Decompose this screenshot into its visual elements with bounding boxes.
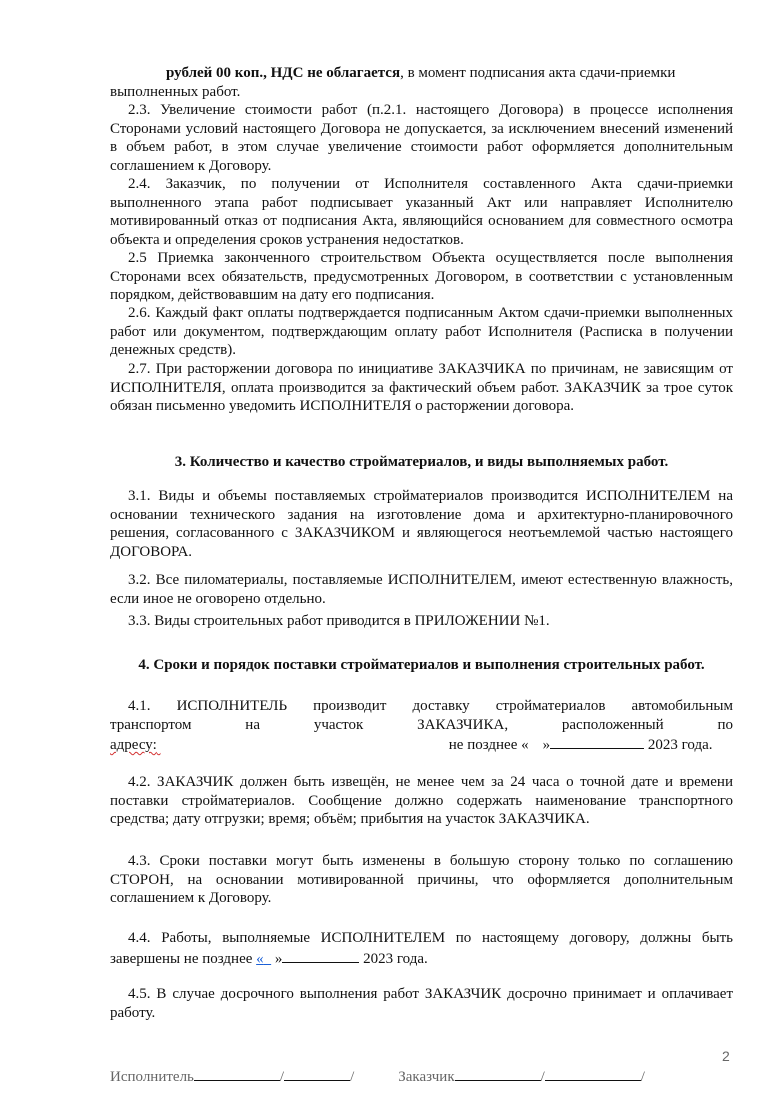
paragraph-3-1: 3.1. Виды и объемы поставляемых стройматериалов производится ИСПОЛНИТЕЛЕМ на основании технического задания на изготовление дома и архитектурно-планировочного решения, согласованного с ЗАКАЗЧИКОМ и являющегося неотъемлемой частью настоящего ДОГОВОРА. (110, 488, 733, 560)
executor-label: Исполнитель (110, 1069, 194, 1085)
section-3-heading: 3. Количество и качество стройматериалов, и виды выполняемых работ. (174, 454, 669, 470)
paragraph-4-3: 4.3. Сроки поставки могут быть изменены в большую сторону только по соглашению СТОРОН, на основании мотивированной причины, что оформляется дополнительным соглашением к Договору. (110, 853, 733, 907)
paragraph-4-1 (110, 697, 733, 755)
paragraph-3-2: 3.2. Все пиломатериалы, поставляемые ИСПОЛНИТЕЛЕМ, имеют естественную влажность, если иное не оговорено отдельно. (110, 572, 733, 607)
completion-deadline-label: завершены не позднее (110, 950, 253, 967)
executor-signature-field[interactable] (194, 1066, 280, 1081)
paragraph-4-4-line1: 4.4. Работы, выполняемые ИСПОЛНИТЕЛЕМ по настоящему договору, должны быть (128, 930, 733, 946)
quote-close: » (542, 737, 551, 754)
completion-day-field[interactable]: « (256, 950, 264, 967)
slash: / (279, 1069, 285, 1085)
executor-name-field[interactable] (284, 1066, 350, 1081)
paragraph-2-3: 2.3. Увеличение стоимости работ (п.2.1. настоящего Договора) в процессе исполнения Сторонами условий настоящего Договора не допускается, за исключением внесений изменений в объем работ, в этом случае увеличение стоимости работ оформляется дополнительным соглашением к Договору. (110, 102, 733, 174)
paragraph-4-4 (110, 929, 733, 968)
paragraph-2-4: 2.4. Заказчик, по получении от Исполнителя составленного Акта сдачи-приемки выполненного этапа работ подписывает указанный Акт или направляет Исполнителю мотивированный отказ от подписания Акта, являющийся основанием для совместного осмотра объекта и определения сроков устранения недостатков. (110, 176, 733, 248)
paragraph-4-1-line1: 4.1. ИСПОЛНИТЕЛЬ производит доставку стройматериалов автомобильным (128, 698, 733, 714)
slash: / (640, 1069, 645, 1085)
customer-name-field[interactable] (545, 1066, 641, 1081)
page-number: 2 (722, 1048, 730, 1064)
paragraph-2-1-tail (110, 64, 733, 101)
paragraph-4-5: 4.5. В случае досрочного выполнения работ ЗАКАЗЧИК досрочно принимает и оплачивает работу. (110, 986, 733, 1021)
paragraph-4-1-line2: транспортом на участок ЗАКАЗЧИКА, расположенный по (110, 716, 733, 733)
paragraph-3-3: 3.3. Виды строительных работ приводится в ПРИЛОЖЕНИИ №1. (128, 613, 550, 629)
paragraph-2-5: 2.5 Приемка законченного строительством Объекта осуществляется после выполнения Сторонами всех обязательств, предусмотренных Договором, в соответствии с установленным порядком, действовавшим на дату его подписания. (110, 250, 733, 304)
delivery-month-field[interactable] (550, 734, 644, 749)
slash: / (540, 1069, 545, 1085)
vat-note: рублей 00 коп., НДС не облагается (166, 65, 401, 81)
completion-month-field[interactable] (282, 948, 359, 963)
paragraph-4-4-line2 (110, 948, 733, 969)
completion-year: 2023 года. (363, 950, 428, 967)
paragraph-2-1-rest: , в момент подписания акта сдачи-приемки (400, 65, 676, 81)
paragraph-4-1-line3 (110, 734, 733, 755)
customer-signature-field[interactable] (455, 1066, 541, 1081)
paragraph-4-2: 4.2. ЗАКАЗЧИК должен быть извещён, не менее чем за 24 часа о точной дате и времени поставки стройматериалов. Сообщение должно содержать наименование транспортного средства; дату отгрузки; время; объём; прибытия на участок ЗАКАЗЧИКА. (110, 774, 733, 828)
address-label: адресу: (110, 737, 157, 754)
paragraph-2-6: 2.6. Каждый факт оплаты подтверждается подписанным Актом сдачи-приемки выполненных работ или документом, подтверждающим оплату работ Исполнителя (Расписка в получении денежных средств). (110, 305, 733, 359)
paragraph-2-1-line2: выполненных работ. (110, 83, 241, 100)
section-4-heading: 4. Сроки и порядок поставки стройматериалов и выполнения строительных работ. (138, 657, 705, 673)
delivery-deadline-label: не позднее « (448, 737, 529, 754)
quote-close: » (274, 950, 283, 967)
address-field[interactable] (157, 736, 449, 755)
slash: / (350, 1069, 355, 1085)
paragraph-2-7: 2.7. При расторжении договора по инициативе ЗАКАЗЧИКА по причинам, не зависящим от ИСПОЛНИТЕЛЯ, оплата производится за фактический объем работ. ЗАКАЗЧИК за трое суток обязан письменно уведомить ИСПОЛНИТЕЛЯ о расторжении договора. (110, 361, 733, 415)
delivery-year: 2023 года. (647, 737, 713, 754)
customer-label: Заказчик (398, 1069, 455, 1085)
signature-footer (110, 1066, 645, 1087)
